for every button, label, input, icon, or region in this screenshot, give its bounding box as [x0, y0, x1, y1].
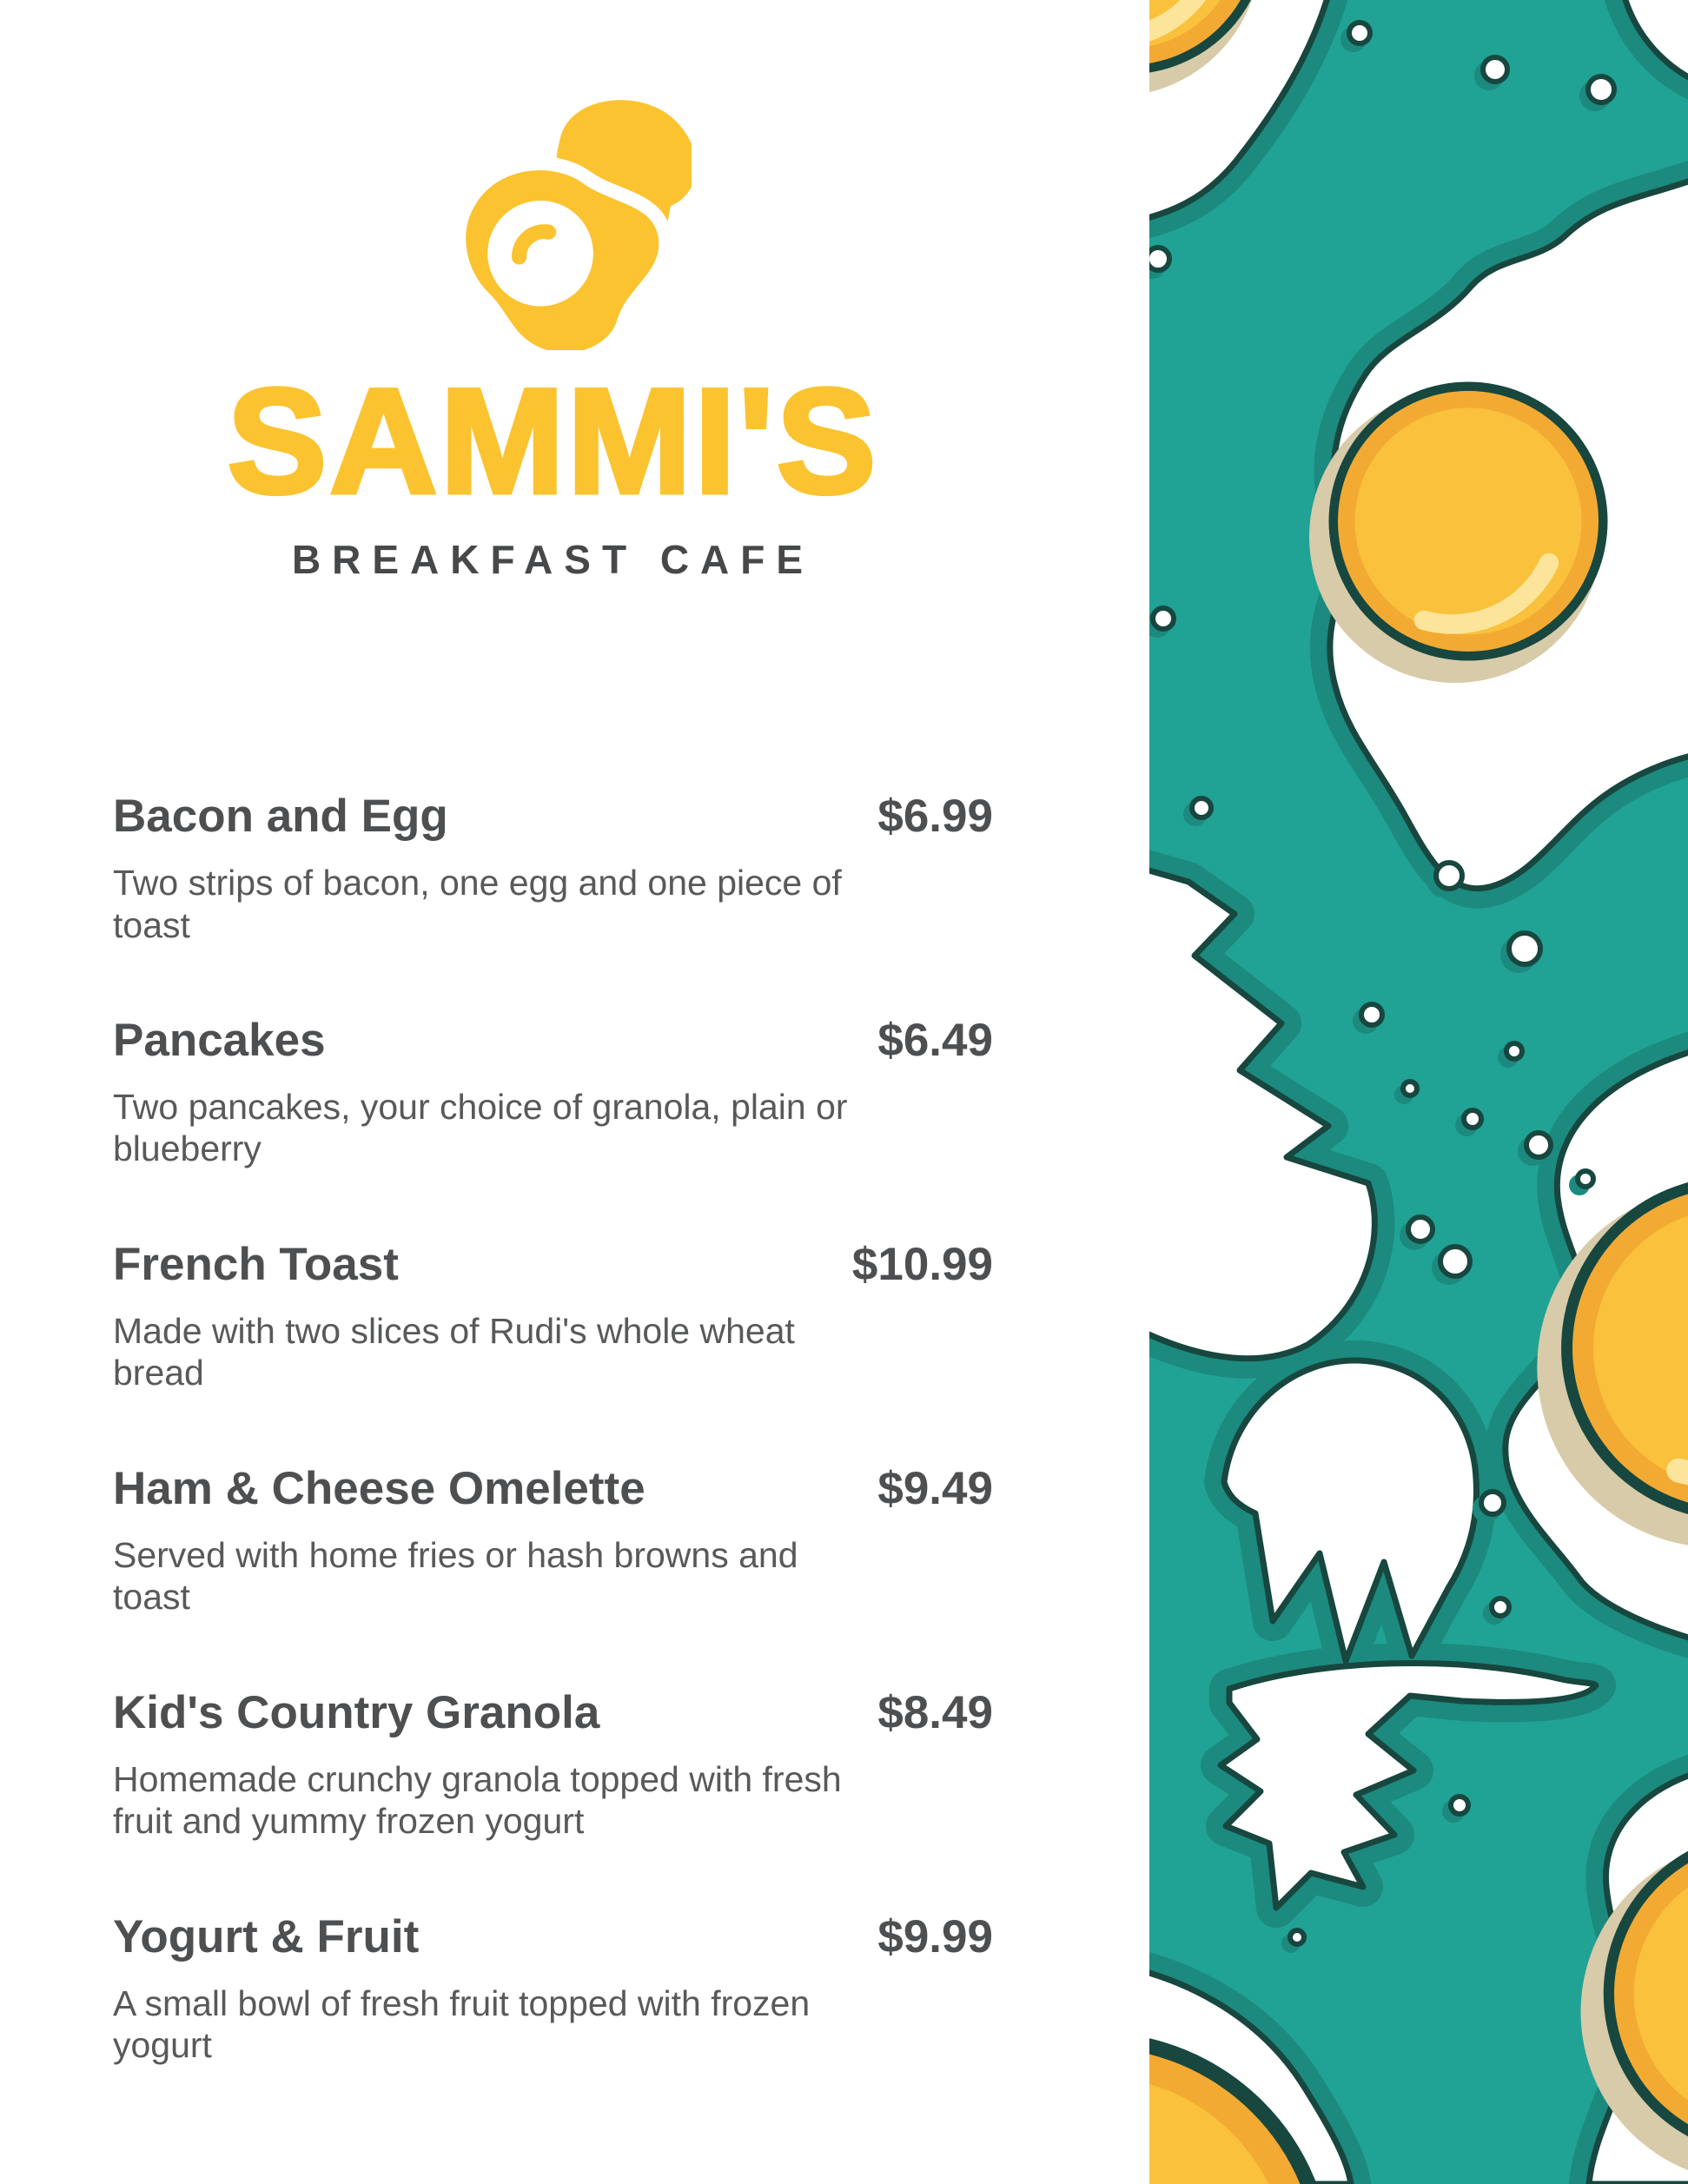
brand-logo-block [113, 90, 993, 583]
menu-item-head [113, 1910, 993, 1962]
menu-item-head [113, 1016, 993, 1065]
egg-pattern-panel [1149, 0, 1688, 2184]
menu-item [113, 1238, 993, 1394]
item-description: Served with home fries or hash browns and toast [113, 1534, 798, 1618]
item-name: French Toast [113, 1238, 399, 1290]
item-price: $9.49 [877, 1462, 993, 1514]
item-price: $10.99 [851, 1238, 993, 1290]
item-name: Yogurt & Fruit [113, 1910, 420, 1962]
egg-yolk-shape [487, 201, 593, 307]
menu-item [113, 792, 993, 946]
egg-pattern-decoration [1149, 0, 1688, 2184]
menu-item-head [113, 792, 993, 841]
item-price: $6.99 [877, 791, 993, 842]
item-name: Bacon and Egg [113, 791, 448, 842]
menu-item [113, 1016, 993, 1170]
item-description: Made with two slices of Rudi's whole wheat bread [113, 1311, 795, 1393]
item-name: Pancakes [113, 1014, 326, 1066]
menu-item-head [113, 1238, 993, 1290]
item-price: $9.99 [877, 1910, 993, 1962]
menu-item [113, 1686, 993, 1843]
item-description: Two strips of bacon, one egg and one piece of toast [113, 863, 842, 945]
brand-name: SAMMI'S [227, 357, 879, 525]
item-name: Ham & Cheese Omelette [113, 1462, 645, 1514]
menu-item-head [113, 1686, 993, 1738]
fried-egg-toast-icon [414, 90, 692, 332]
item-price: $8.49 [877, 1686, 993, 1738]
menu-list [113, 792, 993, 2137]
item-price: $6.49 [877, 1014, 993, 1066]
item-description: Two pancakes, your choice of granola, plain or blueberry [113, 1087, 848, 1169]
menu-item [113, 1910, 993, 2067]
item-description: A small bowl of fresh fruit topped with frozen yogurt [113, 1982, 811, 2066]
menu-item-head [113, 1462, 993, 1514]
item-description: Homemade crunchy granola topped with fresh fruit and yummy frozen yogurt [113, 1758, 842, 1842]
menu-column [113, 0, 993, 2184]
item-name: Kid's Country Granola [113, 1686, 600, 1738]
menu-item [113, 1462, 993, 1618]
brand-tagline: BREAKFAST CAFE [291, 536, 815, 582]
